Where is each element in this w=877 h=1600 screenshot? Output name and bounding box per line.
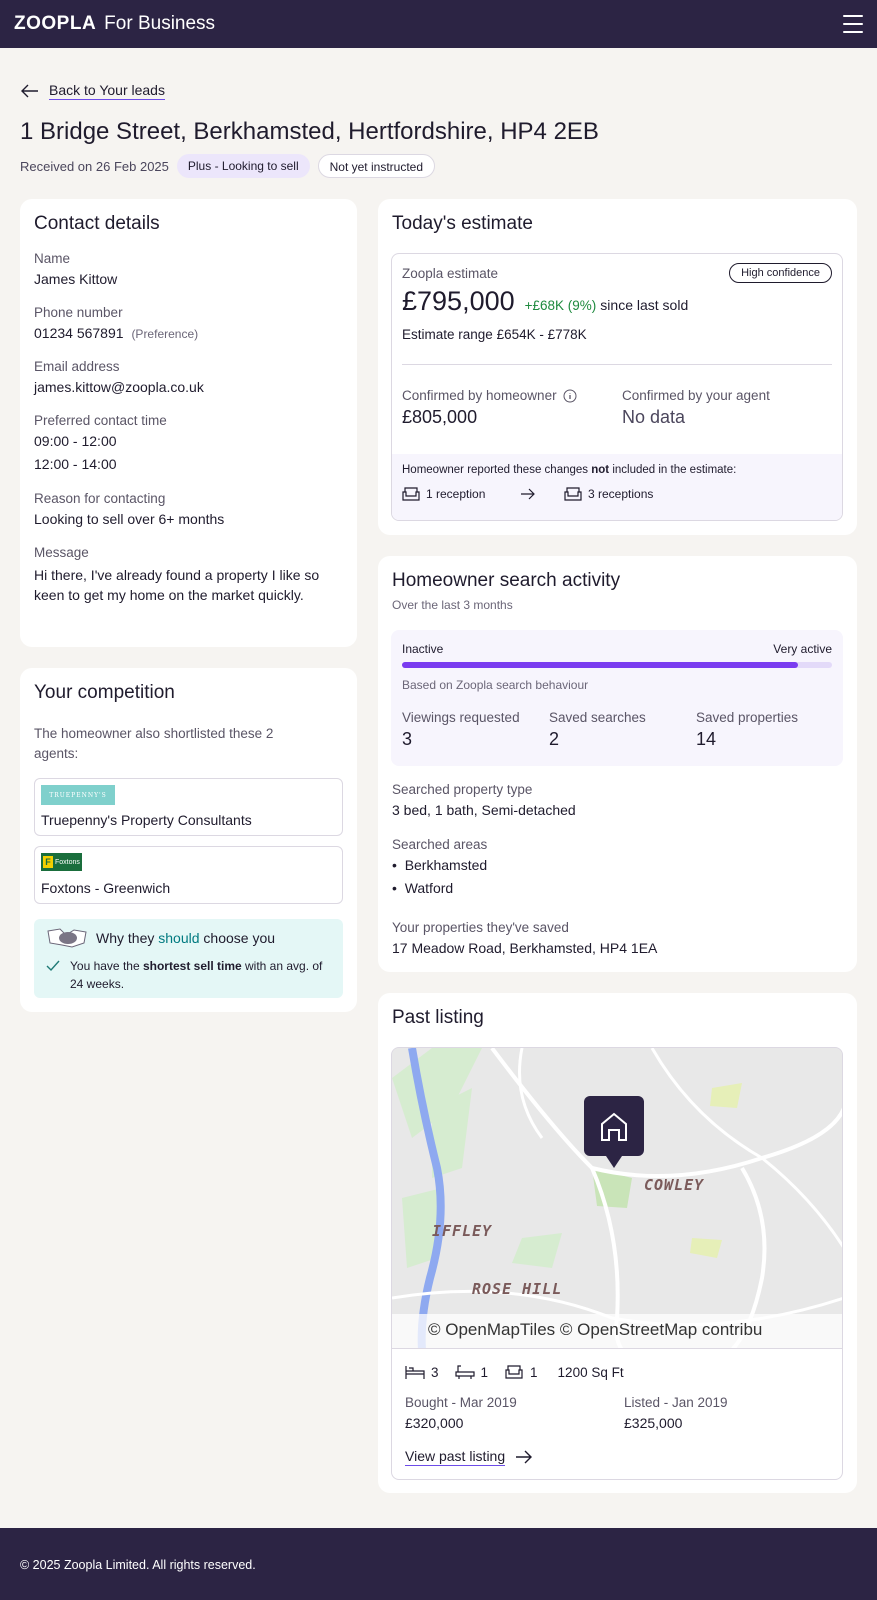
- activity-high-label: Very active: [773, 642, 832, 656]
- bath-icon: [455, 1364, 475, 1380]
- searched-areas-field: Searched areas • Berkhamsted • Watford: [392, 837, 488, 896]
- contact-time-2: 12:00 - 14:00: [34, 456, 117, 472]
- competition-heading: Your competition: [34, 682, 175, 703]
- past-listing-card: [378, 993, 857, 1493]
- zoopla-estimate-label: Zoopla estimate: [402, 266, 499, 281]
- activity-basis: Based on Zoopla search behaviour: [402, 678, 589, 692]
- status-badge: Not yet instructed: [318, 154, 435, 178]
- agent-confirmed: Confirmed by your agent No data: [622, 388, 770, 427]
- phone-field: [34, 305, 198, 341]
- map-marker[interactable]: [584, 1096, 644, 1156]
- name-field: [34, 251, 117, 287]
- view-past-listing-link[interactable]: [405, 1448, 533, 1466]
- agent-value: No data: [622, 407, 686, 427]
- lead-meta: [20, 154, 435, 178]
- floor-area: 1200 Sq Ft: [557, 1364, 624, 1380]
- competition-intro: The homeowner also shortlisted these 2 agents:: [34, 726, 274, 761]
- map-tiles: [392, 1048, 843, 1349]
- info-icon[interactable]: [563, 389, 577, 403]
- view-past-listing-label: View past listing: [405, 1448, 506, 1464]
- area-item: • Watford: [392, 880, 454, 896]
- why-choose-you-box: [34, 919, 343, 998]
- reason-value: Looking to sell over 6+ months: [34, 511, 225, 527]
- bought-field: Bought - Mar 2019 £320,000: [405, 1395, 517, 1431]
- estimate-value: £795,000: [402, 286, 515, 316]
- email-value[interactable]: james.kittow@zoopla.co.uk: [34, 379, 204, 395]
- check-icon: [46, 960, 60, 972]
- why-heading: Why they should choose you: [96, 930, 276, 946]
- saved-property-field: Your properties they've saved 17 Meadow Road, Berkhamsted, HP4 1EA: [392, 920, 658, 956]
- copyright: © 2025 Zoopla Limited. All rights reserved.: [20, 1558, 256, 1572]
- activity-heading: Homeowner search activity: [392, 570, 621, 591]
- email-label: Email address: [34, 359, 120, 374]
- confidence-badge: High confidence: [729, 263, 832, 283]
- arrow-right-icon: [520, 488, 536, 500]
- reported-changes: [392, 454, 842, 520]
- contact-time-label: Preferred contact time: [34, 413, 167, 428]
- message-value: Hi there, I've already found a property I like so keen to get my home on the market quickly.: [34, 567, 320, 603]
- foxtons-logo-text: Foxtons: [55, 858, 80, 866]
- handshake-icon: [46, 927, 88, 949]
- message-label: Message: [34, 545, 89, 560]
- contact-details-card: [20, 199, 357, 647]
- agent-name: Foxtons - Greenwich: [41, 880, 171, 896]
- homeowner-confirmed: Confirmed by homeowner £805,000: [402, 388, 577, 428]
- beds-count: 3: [431, 1364, 439, 1380]
- logo-mark: ZOOPLA: [14, 13, 97, 34]
- arrow-left-icon: [21, 84, 39, 98]
- contact-time-field: [34, 413, 167, 472]
- estimate-change: +£68K (9%): [524, 298, 597, 313]
- stat-viewings: Viewings requested 3: [402, 710, 520, 749]
- page-title: 1 Bridge Street, Berkhamsted, Hertfordshire, HP4 2EB: [20, 118, 599, 145]
- estimate-range: Estimate range £654K - £778K: [402, 327, 587, 342]
- homeowner-value: £805,000: [402, 407, 478, 427]
- agent-card-truepennys[interactable]: [34, 778, 343, 836]
- foxtons-logo: F Foxtons: [41, 853, 82, 871]
- agent-card-foxtons[interactable]: [34, 846, 343, 904]
- estimate-heading: Today's estimate: [392, 213, 533, 234]
- contact-heading: Contact details: [34, 213, 160, 234]
- arrow-right-icon: [515, 1450, 533, 1464]
- reason-field: [34, 491, 224, 527]
- footer: [0, 1528, 877, 1600]
- competition-card: [20, 668, 357, 1012]
- changes-note: Homeowner reported these changes not included in the estimate:: [402, 464, 737, 476]
- armchair-icon: [402, 486, 420, 502]
- back-link-label: Back to Your leads: [49, 82, 165, 98]
- property-type-field: Searched property type 3 bed, 1 bath, Semi-detached: [392, 782, 576, 818]
- search-activity-card: [378, 556, 857, 972]
- estimate-change-suffix: since last sold: [600, 297, 689, 313]
- past-listing-details: [391, 1348, 843, 1480]
- estimate-card: [378, 199, 857, 535]
- why-reason: You have the shortest sell time with an avg. of 24 weeks.: [46, 957, 331, 993]
- changes-to: 3 receptions: [588, 487, 654, 501]
- truepennys-logo: TRUEPENNY'S: [41, 785, 115, 805]
- stat-saved-properties: Saved properties 14: [696, 710, 799, 749]
- phone-label: Phone number: [34, 305, 123, 320]
- name-value: James Kittow: [34, 271, 118, 287]
- listed-field: Listed - Jan 2019 £325,000: [624, 1395, 728, 1431]
- reason-label: Reason for contacting: [34, 491, 166, 506]
- past-listing-heading: Past listing: [392, 1007, 484, 1028]
- received-date: Received on 26 Feb 2025: [20, 158, 169, 174]
- stat-saved-searches: Saved searches 2: [549, 710, 646, 749]
- top-bar: [0, 0, 877, 48]
- hamburger-menu-icon[interactable]: [843, 15, 863, 33]
- back-link[interactable]: [21, 82, 165, 100]
- activity-low-label: Inactive: [402, 642, 444, 656]
- receptions-count: 1: [530, 1364, 538, 1380]
- bed-icon: [405, 1364, 425, 1380]
- changes-from: 1 reception: [426, 487, 486, 501]
- activity-bar-fill: [402, 662, 798, 668]
- area-item: • Berkhamsted: [392, 857, 488, 873]
- phone-preference: (Preference): [131, 327, 199, 341]
- house-icon: [584, 1096, 644, 1168]
- contact-time-1: 09:00 - 12:00: [34, 433, 117, 449]
- map-label-iffley: IFFLEY: [432, 1222, 493, 1240]
- armchair-icon: [504, 1364, 524, 1380]
- message-field: [34, 545, 334, 605]
- phone-value[interactable]: 01234 567891: [34, 325, 124, 341]
- activity-summary: [391, 630, 843, 766]
- name-label: Name: [34, 251, 71, 266]
- map[interactable]: [391, 1047, 843, 1349]
- activity-bar: [402, 662, 832, 668]
- activity-subtitle: Over the last 3 months: [392, 598, 513, 612]
- armchair-icon: [564, 486, 582, 502]
- zoopla-logo[interactable]: [14, 13, 215, 35]
- estimate-box: [391, 253, 843, 521]
- map-label-cowley: COWLEY: [644, 1176, 705, 1194]
- baths-count: 1: [480, 1364, 489, 1380]
- agent-name: Truepenny's Property Consultants: [41, 812, 252, 828]
- plan-badge: Plus - Looking to sell: [177, 154, 310, 178]
- map-attribution[interactable]: © OpenMapTiles © OpenStreetMap contribu: [392, 1314, 843, 1348]
- divider: [402, 364, 832, 365]
- saved-property-link[interactable]: 17 Meadow Road, Berkhamsted, HP4 1EA: [392, 940, 658, 956]
- map-label-rose-hill: ROSE HILL: [472, 1280, 563, 1298]
- logo-sub: For Business: [104, 13, 216, 34]
- email-field: [34, 359, 204, 395]
